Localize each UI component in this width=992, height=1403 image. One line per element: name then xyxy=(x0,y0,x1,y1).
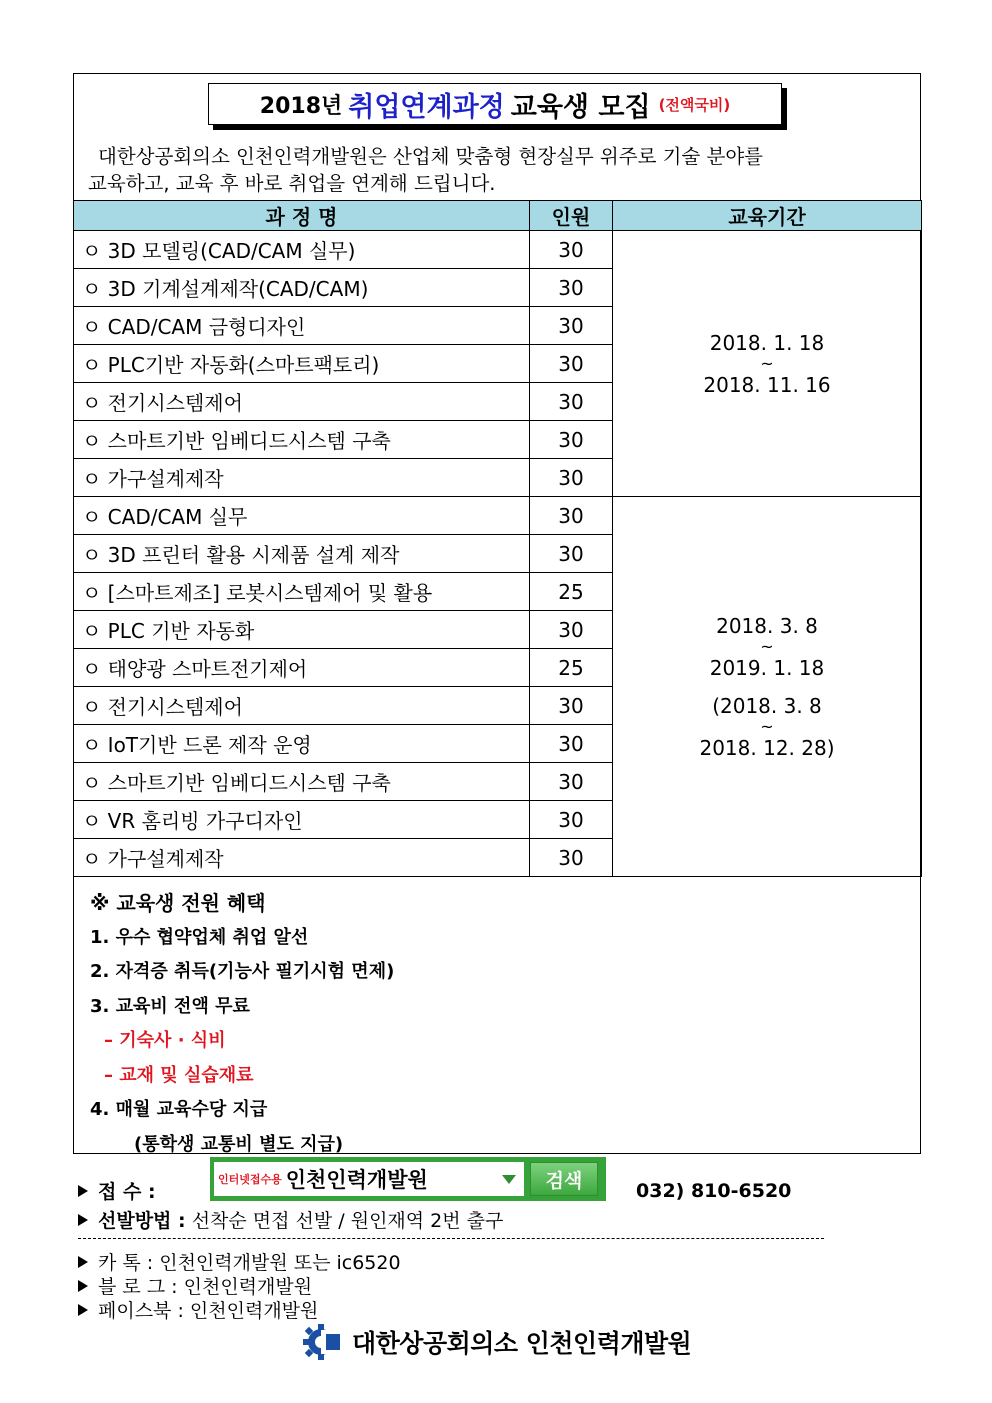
arrow-icon xyxy=(78,1256,88,1268)
course-count: 30 xyxy=(530,725,613,763)
course-name: ㅇ 스마트기반 임베디드시스템 구축 xyxy=(74,763,530,801)
logo xyxy=(300,1322,691,1362)
benefit-item: 3. 교육비 전액 무료 xyxy=(90,995,250,1017)
benefits-title: ※ 교육생 전원 혜택 xyxy=(90,891,266,915)
title-recruit: 교육생 모집 xyxy=(510,91,651,123)
course-count: 30 xyxy=(530,307,613,345)
period-alt-end: 2018. 12. 28) xyxy=(699,735,835,760)
course-count: 30 xyxy=(530,497,613,535)
course-count: 30 xyxy=(530,383,613,421)
intro-line-1: 대한상공회의소 인천인력개발원은 산업체 맞춤형 현장실무 위주로 기술 분야를 xyxy=(98,145,764,168)
kakao-line xyxy=(78,1248,401,1275)
selection-label: 선발방법 : xyxy=(98,1210,186,1232)
table-row xyxy=(74,231,922,269)
course-count: 30 xyxy=(530,611,613,649)
course-name: ㅇ 태양광 스마트전기제어 xyxy=(74,649,530,687)
title-year: 2018년 xyxy=(259,93,343,119)
benefit-subitem: – 교재 및 실습재료 xyxy=(104,1064,254,1086)
course-name: ㅇ CAD/CAM 금형디자인 xyxy=(74,307,530,345)
dropdown-arrow-icon[interactable] xyxy=(502,1175,516,1184)
course-count: 25 xyxy=(530,649,613,687)
intro-line-2: 교육하고, 교육 후 바로 취업을 연계해 드립니다. xyxy=(88,172,496,195)
course-count: 30 xyxy=(530,231,613,269)
course-name: ㅇ PLC 기반 자동화 xyxy=(74,611,530,649)
benefit-note: (통학생 교통비 별도 지급) xyxy=(134,1133,344,1155)
title-course: 취업연계과정 xyxy=(348,91,505,123)
selection-line xyxy=(78,1206,503,1233)
period-alt-start: (2018. 3. 8 xyxy=(712,693,822,718)
course-count: 30 xyxy=(530,535,613,573)
course-name: ㅇ 3D 모델링(CAD/CAM 실무) xyxy=(74,231,530,269)
course-table xyxy=(73,200,922,877)
course-count: 30 xyxy=(530,421,613,459)
selection-value: 선착순 면접 선발 / 원인재역 2번 출구 xyxy=(191,1210,504,1232)
course-name: ㅇ PLC기반 자동화(스마트팩토리) xyxy=(74,345,530,383)
header-course-name: 과 정 명 xyxy=(74,201,530,231)
logo-text: 대한상공회의소 인천인력개발원 xyxy=(352,1329,692,1358)
course-count: 30 xyxy=(530,269,613,307)
course-count: 30 xyxy=(530,839,613,877)
period-end: 2019. 1. 18 xyxy=(709,655,825,680)
period-end: 2018. 11. 16 xyxy=(703,372,831,397)
table-row xyxy=(74,497,922,535)
course-name: ㅇ [스마트제조] 로봇시스템제어 및 활용 xyxy=(74,573,530,611)
arrow-icon xyxy=(78,1304,88,1316)
blog-line xyxy=(78,1272,312,1299)
course-name: ㅇ 가구설계제작 xyxy=(74,839,530,877)
period-tilde: ~ xyxy=(760,636,774,656)
course-count: 30 xyxy=(530,763,613,801)
benefit-item: 4. 매월 교육수당 지급 xyxy=(90,1099,268,1120)
facebook-text: 페이스북 : 인천인력개발원 xyxy=(98,1300,319,1322)
benefit-item: 2. 자격증 취득(기능사 필기시험 면제) xyxy=(90,961,395,982)
search-field[interactable] xyxy=(214,1162,524,1196)
phone-number: 032) 810-6520 xyxy=(636,1180,792,1202)
period-alt-tilde: ~ xyxy=(760,716,774,736)
period-group-1 xyxy=(613,231,922,497)
course-count: 30 xyxy=(530,459,613,497)
title-box xyxy=(208,83,782,125)
course-name: ㅇ VR 홈리빙 가구디자인 xyxy=(74,801,530,839)
benefit-item: 1. 우수 협약업체 취업 알선 xyxy=(90,926,309,948)
course-name: ㅇ 전기시스템제어 xyxy=(74,687,530,725)
intro-text xyxy=(88,143,888,197)
arrow-icon xyxy=(78,1280,88,1292)
arrow-icon xyxy=(78,1185,88,1197)
header-period: 교육기간 xyxy=(613,201,922,231)
table-header-row xyxy=(74,201,922,231)
search-tag: 인터넷접수용 xyxy=(218,1173,282,1186)
course-count: 30 xyxy=(530,801,613,839)
period-start: 2018. 3. 8 xyxy=(716,613,818,638)
course-count: 25 xyxy=(530,573,613,611)
search-button[interactable]: 검색 xyxy=(530,1162,598,1196)
search-widget[interactable] xyxy=(210,1157,606,1201)
dashed-divider xyxy=(78,1238,824,1239)
course-name: ㅇ CAD/CAM 실무 xyxy=(74,497,530,535)
course-count: 30 xyxy=(530,345,613,383)
blog-text: 블 로 그 : 인천인력개발원 xyxy=(98,1276,313,1298)
receive-label: 접 수 : xyxy=(98,1181,156,1203)
course-name: ㅇ 3D 프린터 활용 시제품 설계 제작 xyxy=(74,535,530,573)
course-name: ㅇ 전기시스템제어 xyxy=(74,383,530,421)
period-group-2 xyxy=(613,497,922,877)
arrow-icon xyxy=(78,1214,88,1226)
kakao-text: 카 톡 : 인천인력개발원 또는 ic6520 xyxy=(98,1252,401,1274)
header-count: 인원 xyxy=(530,201,613,231)
facebook-line xyxy=(78,1296,318,1323)
gear-logo-icon xyxy=(300,1322,342,1362)
search-text: 인천인력개발원 xyxy=(285,1168,428,1192)
benefits-section xyxy=(90,886,890,1162)
course-name: ㅇ IoT기반 드론 제작 운영 xyxy=(74,725,530,763)
course-name: ㅇ 가구설계제작 xyxy=(74,459,530,497)
benefit-subitem: – 기숙사 · 식비 xyxy=(104,1030,226,1051)
receive-line xyxy=(78,1177,156,1204)
course-count: 30 xyxy=(530,687,613,725)
course-name: ㅇ 3D 기계설계제작(CAD/CAM) xyxy=(74,269,530,307)
period-tilde: ~ xyxy=(760,353,774,373)
period-start: 2018. 1. 18 xyxy=(709,330,825,355)
course-name: ㅇ 스마트기반 임베디드시스템 구축 xyxy=(74,421,530,459)
title-free-note: (전액국비) xyxy=(658,95,731,114)
